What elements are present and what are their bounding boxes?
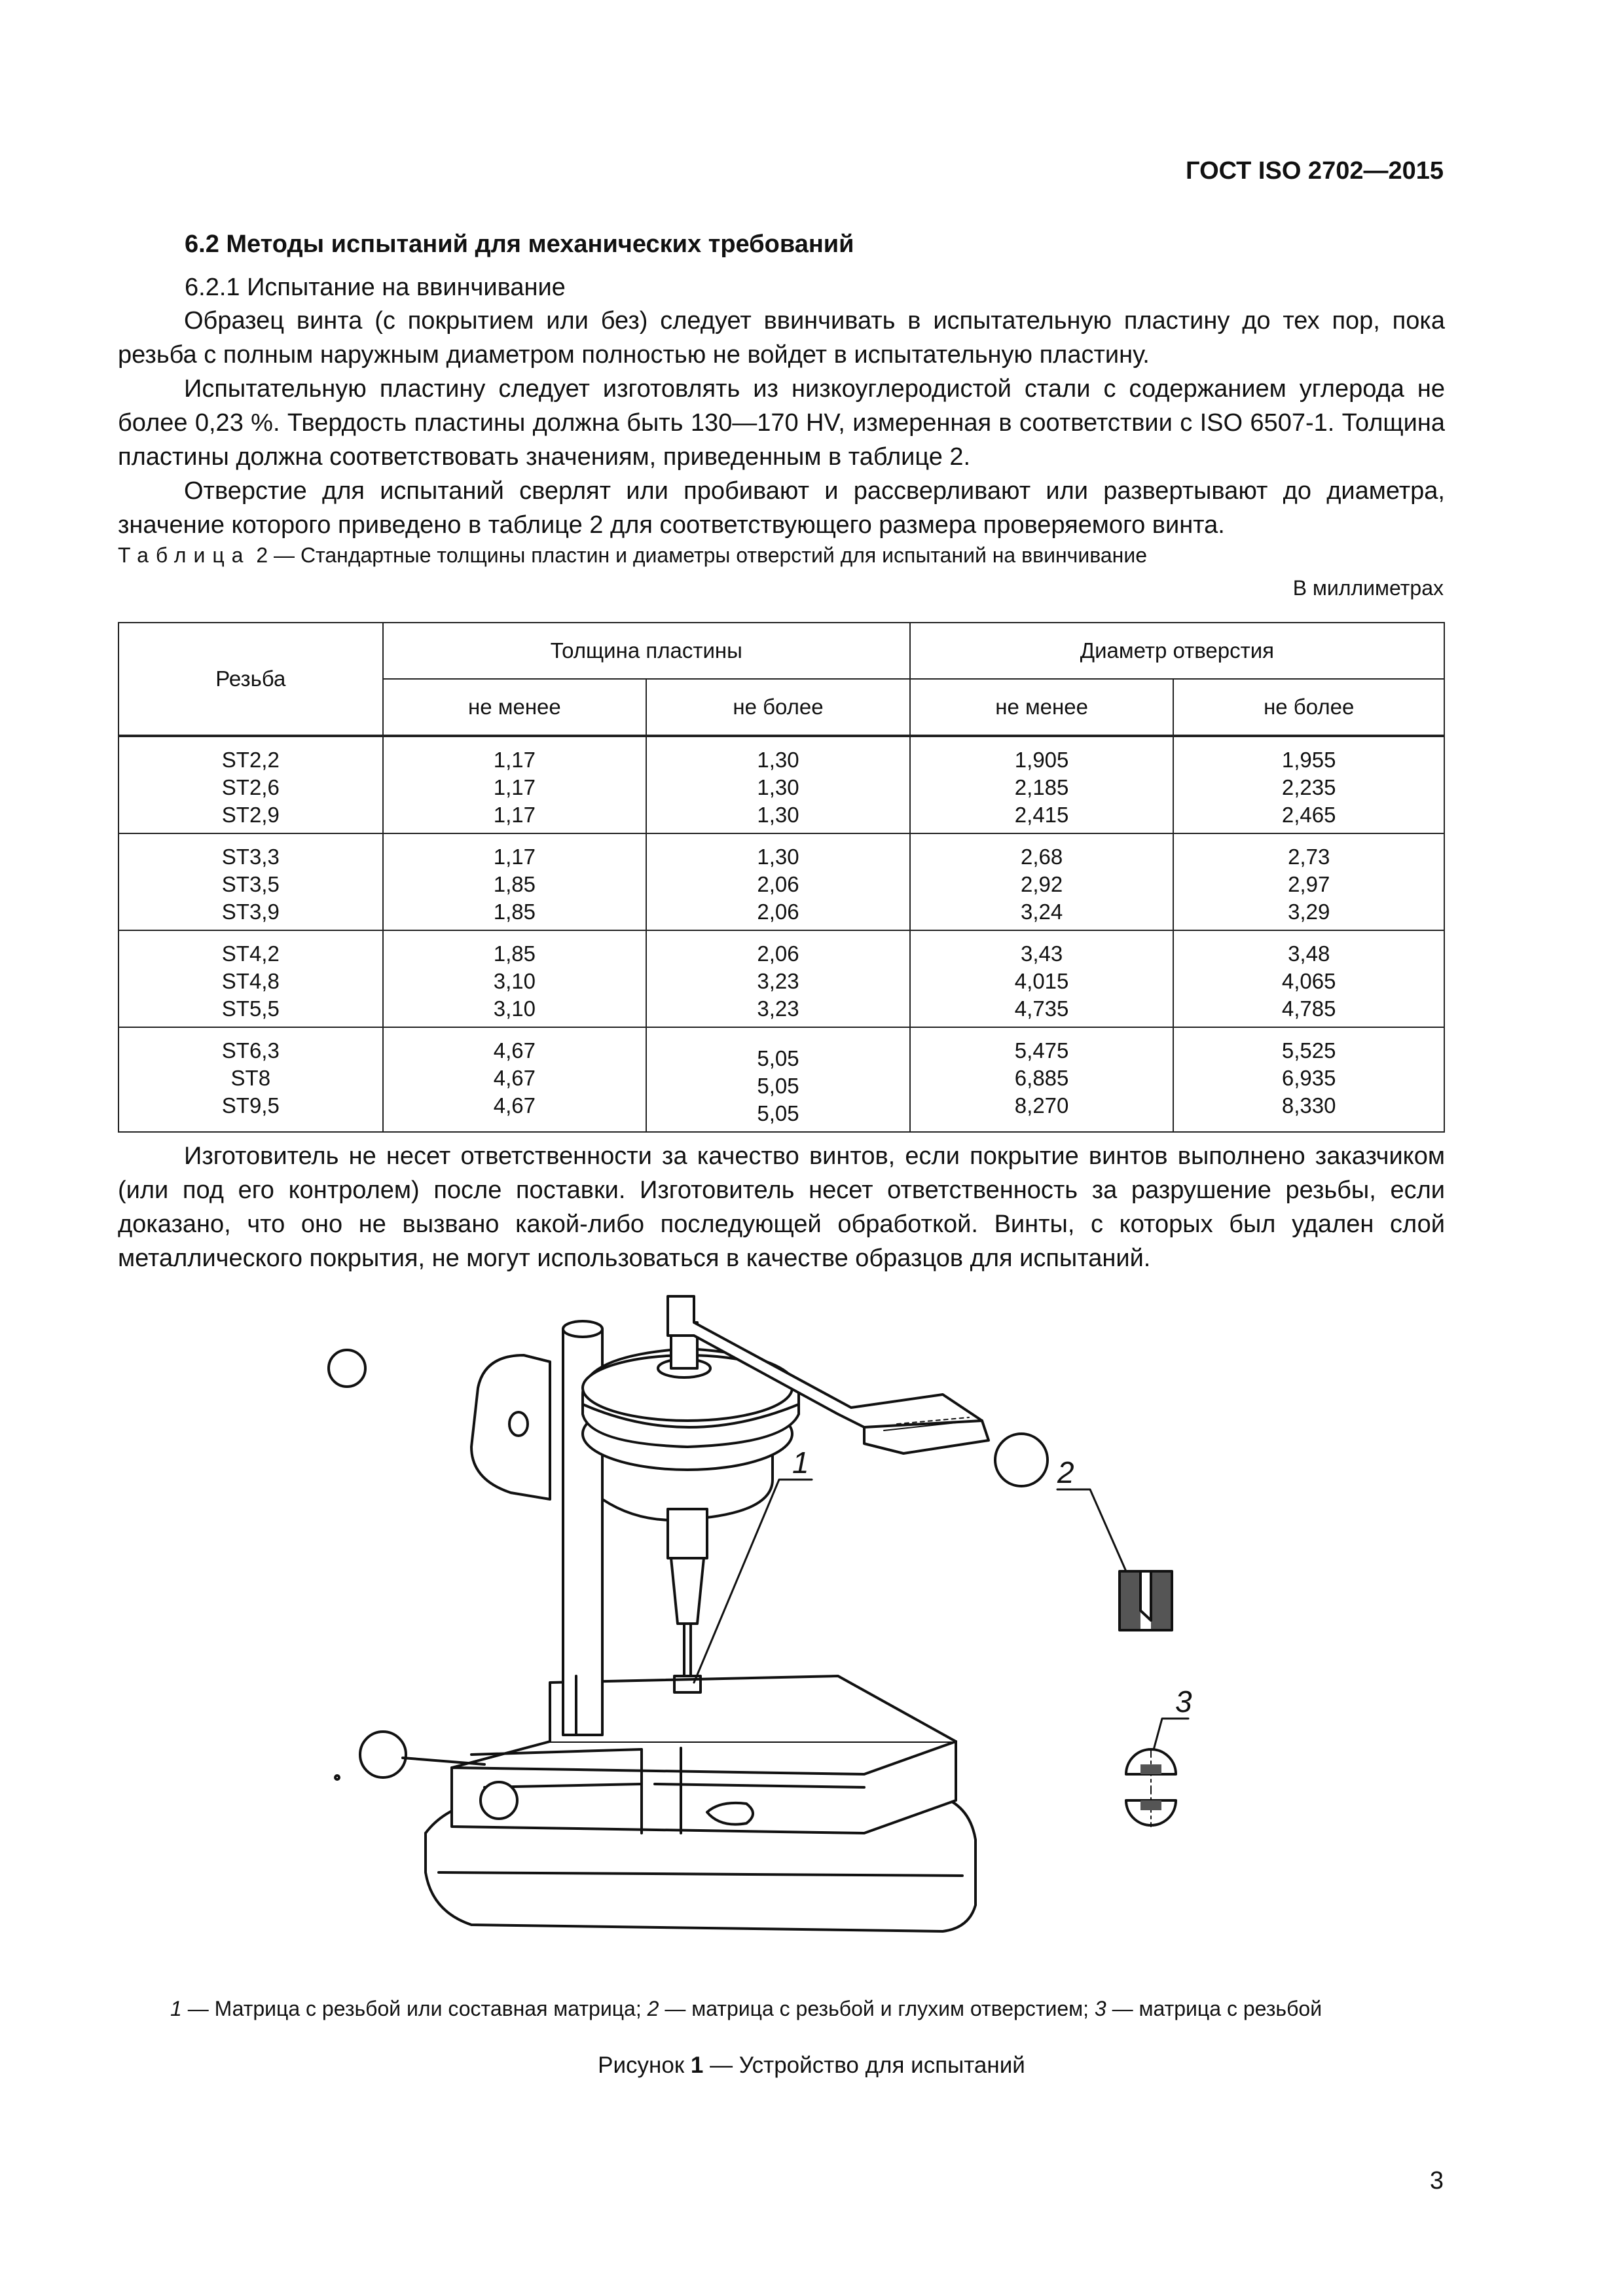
table-units: В миллиметрах	[1292, 576, 1444, 600]
cell-hole-max: 1,955 2,235 2,465	[1173, 736, 1444, 833]
cell-plate-max: 1,30 1,30 1,30	[646, 736, 910, 833]
cell-thread: ST3,3 ST3,5 ST3,9	[119, 833, 383, 930]
body-text	[118, 304, 1445, 542]
table-title	[118, 543, 1147, 568]
cell-hole-max: 2,73 2,97 3,29	[1173, 833, 1444, 930]
body-text-after-table	[118, 1139, 1445, 1275]
testing-device-figure	[275, 1283, 1244, 1977]
table-row	[119, 1027, 1444, 1132]
cell-thread: ST2,2 ST2,6 ST2,9	[119, 736, 383, 833]
cell-plate-min: 4,67 4,67 4,67	[383, 1027, 647, 1132]
cell-plate-max: 5,05 5,05 5,05	[646, 1027, 910, 1132]
callout-3: 3	[1175, 1685, 1192, 1719]
cell-plate-max: 1,30 2,06 2,06	[646, 833, 910, 930]
table-row	[119, 833, 1444, 930]
cell-plate-min: 1,17 1,85 1,85	[383, 833, 647, 930]
cell-plate-min: 1,17 1,17 1,17	[383, 736, 647, 833]
col-header-plate: Толщина пластины	[383, 623, 910, 679]
col-header-hole-min: не менее	[910, 679, 1174, 736]
cell-plate-max: 2,06 3,23 3,23	[646, 930, 910, 1027]
page-number: 3	[1429, 2167, 1444, 2195]
col-header-thread: Резьба	[119, 623, 383, 736]
col-header-hole: Диаметр отверстия	[910, 623, 1444, 679]
data-table	[118, 622, 1445, 1133]
col-header-hole-max: не более	[1173, 679, 1444, 736]
cell-hole-min: 3,43 4,015 4,735	[910, 930, 1174, 1027]
cell-hole-max: 5,525 6,935 8,330	[1173, 1027, 1444, 1132]
cell-thread: ST4,2 ST4,8 ST5,5	[119, 930, 383, 1027]
die-threaded	[1126, 1719, 1188, 1827]
figure-caption: Рисунок 1 — Устройство для испытаний	[598, 2052, 1025, 2078]
table-label: Таблица	[118, 543, 251, 567]
table-row	[119, 930, 1444, 1027]
cell-hole-max: 3,48 4,065 4,785	[1173, 930, 1444, 1027]
paragraph: Испытательную пластину следует изготовлять из низкоуглеродистой стали с содержанием углерода не более 0,23 %. Твердость пластины должна быть 130—170 HV, измеренная в соответствии с ISO 6507-1. Толщина пластины должна соответствовать значениям, приведенным в таблице 2.	[118, 375, 1445, 471]
cell-plate-min: 1,85 3,10 3,10	[383, 930, 647, 1027]
paragraph: Отверстие для испытаний сверлят или пробивают и рассверливают или развертывают до диаметра, значение которого приведено в таблице 2 для соответствующего размера проверяемого винта.	[118, 477, 1445, 539]
callout-1: 1	[792, 1446, 809, 1480]
document-header: ГОСТ ISO 2702—2015	[1186, 157, 1444, 185]
paragraph: Образец винта (с покрытием или без) следует ввинчивать в испытательную пластину до тех пор, пока резьба с полным наружным диаметром полностью не войдет в испытательную пластину.	[118, 307, 1445, 369]
section-title: 6.2 Методы испытаний для механических требований	[185, 230, 854, 258]
paragraph: Изготовитель не несет ответственности за качество винтов, если покрытие винтов выполнено заказчиком (или под его контролем) после поставки. Изготовитель несет ответственность за разрушение резьбы, если доказано, что оно не вызвано какой-либо последующей обработкой. Винты, с которых был удален слой металлического покрытия, не могут использоваться в качестве образцов для испытаний.	[118, 1142, 1445, 1272]
table-row	[119, 736, 1444, 833]
cell-hole-min: 1,905 2,185 2,415	[910, 736, 1174, 833]
subsection-title: 6.2.1 Испытание на ввинчивание	[185, 274, 566, 301]
figure-legend: 1 — Матрица с резьбой или составная матрица; 2 — матрица с резьбой и глухим отверстием; 3 — матрица с резьбой	[170, 1997, 1322, 2020]
callout-2: 2	[1057, 1455, 1074, 1489]
col-header-plate-min: не менее	[383, 679, 647, 736]
table-title-text: 2 — Стандартные толщины пластин и диаметры отверстий для испытаний на ввинчивание	[250, 543, 1147, 567]
die-blind-hole	[1057, 1489, 1172, 1630]
cell-hole-min: 2,68 2,92 3,24	[910, 833, 1174, 930]
cell-hole-min: 5,475 6,885 8,270	[910, 1027, 1174, 1132]
cell-thread: ST6,3 ST8 ST9,5	[119, 1027, 383, 1132]
col-header-plate-max: не более	[646, 679, 910, 736]
